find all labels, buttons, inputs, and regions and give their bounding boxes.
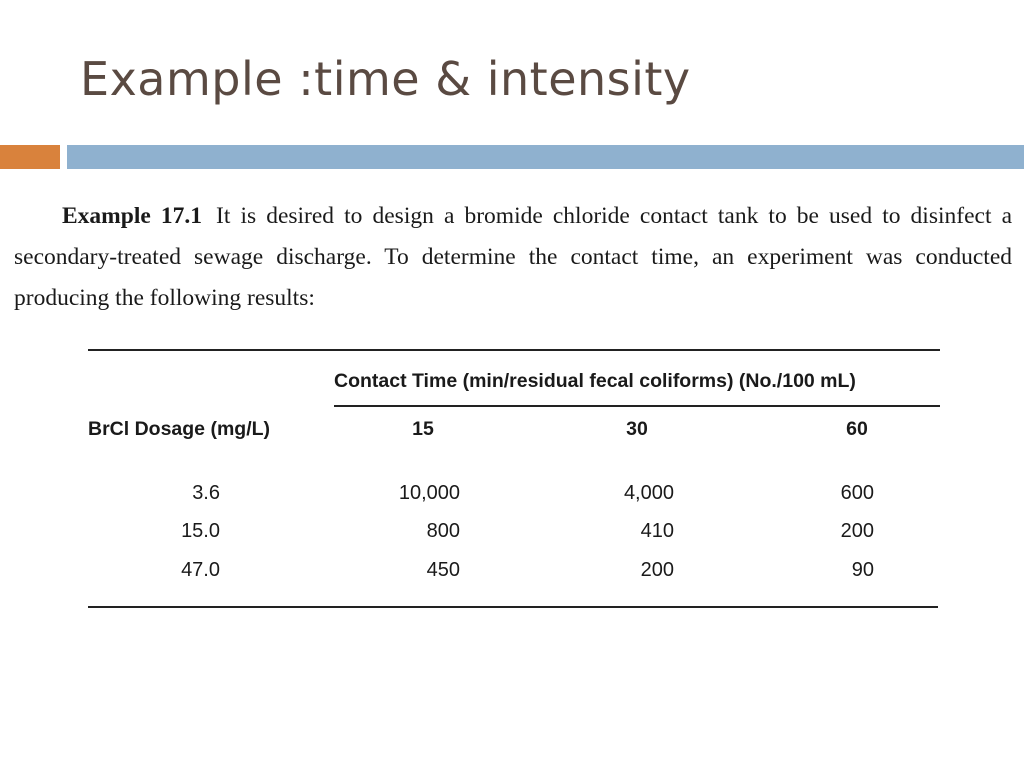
- value-cell: 10,000: [398, 482, 460, 504]
- value-cell: 410: [640, 520, 674, 542]
- table-bottom-rule: [88, 606, 938, 608]
- contact-time-header: Contact Time (min/residual fecal coliforms) (No./100 mL): [334, 370, 856, 392]
- example-paragraph: [14, 196, 1012, 319]
- value-cell: 4,000: [623, 482, 674, 504]
- col-header-30: 30: [626, 418, 648, 440]
- value-cell: 90: [851, 559, 874, 581]
- dosage-cell: 3.6: [192, 482, 220, 504]
- header-underline: [334, 405, 940, 407]
- dosage-cell: 47.0: [181, 559, 220, 581]
- dosage-header: BrCl Dosage (mg/L): [88, 418, 271, 440]
- dosage-cell: 15.0: [181, 520, 220, 542]
- col-header-60: 60: [846, 418, 868, 440]
- accent-bar-orange: [0, 145, 60, 169]
- value-cell: 800: [426, 520, 460, 542]
- example-label: Example 17.1: [62, 203, 202, 229]
- value-cell: 600: [840, 482, 874, 504]
- accent-bar-blue: [67, 145, 1024, 169]
- slide-title: Example :time & intensity: [80, 52, 691, 106]
- example-text: It is desired to design a bromide chloride contact tank to be used to disinfect a secondary-treated sewage discharge. To determine the contact time, an experiment was conducted producing the following results:: [14, 203, 1012, 311]
- col-header-15: 15: [412, 418, 434, 440]
- value-cell: 200: [840, 520, 874, 542]
- value-cell: 200: [640, 559, 674, 581]
- table-top-rule: [88, 349, 940, 351]
- value-cell: 450: [426, 559, 460, 581]
